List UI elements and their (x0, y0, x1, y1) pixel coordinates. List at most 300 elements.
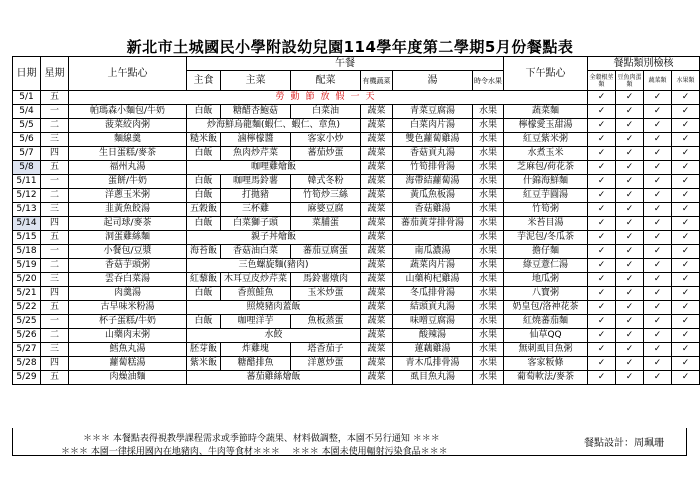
morning-snack-cell: 洋蔥玉米粥 (69, 189, 187, 203)
date-cell: 5/8 (13, 161, 41, 175)
check-grains-mark: ✓ (588, 161, 616, 175)
organic-veg-cell: 蔬菜 (361, 315, 393, 329)
date-cell: 5/7 (13, 147, 41, 161)
weekday-cell: 一 (41, 105, 69, 119)
check-grains-mark: ✓ (588, 133, 616, 147)
soup-cell: 青木瓜排骨湯 (393, 357, 473, 371)
date-cell: 5/27 (13, 343, 41, 357)
check-grains-mark: ✓ (588, 343, 616, 357)
morning-snack-cell: 山藥肉末粥 (69, 329, 187, 343)
side-dish-cell: 蕃茄豆腐蛋 (291, 245, 361, 259)
header-check-veg: 蔬菜類 (644, 71, 672, 91)
weekday-cell: 五 (41, 371, 69, 385)
fruit-cell: 水果 (473, 175, 504, 189)
soup-cell: 味噌豆腐湯 (393, 315, 473, 329)
soup-cell: 青菜豆腐湯 (393, 105, 473, 119)
table-row (13, 203, 700, 217)
soup-cell: 虱目魚丸湯 (393, 371, 473, 385)
fruit-cell: 水果 (473, 217, 504, 231)
morning-snack-cell: 古早味米粉湯 (69, 301, 187, 315)
weekday-cell: 一 (41, 315, 69, 329)
side-dish-cell: 玉米炒蛋 (291, 287, 361, 301)
check-veg-mark: ✓ (644, 203, 672, 217)
weekday-cell: 五 (41, 301, 69, 315)
check-veg-mark: ✓ (644, 189, 672, 203)
morning-snack-cell: 肉羹湯 (69, 287, 187, 301)
check-beans-mark: ✓ (616, 119, 644, 133)
organic-veg-cell: 蔬菜 (361, 231, 393, 245)
main-dish-cell: 打拋豬 (221, 189, 291, 203)
morning-snack-cell: 起司球/麥茶 (69, 217, 187, 231)
weekday-cell: 三 (41, 133, 69, 147)
soup-cell: 竹筍排骨湯 (393, 161, 473, 175)
weekday-cell: 五 (41, 231, 69, 245)
organic-veg-cell: 蔬菜 (361, 343, 393, 357)
check-fruit-mark: ✓ (672, 175, 700, 189)
table-row (13, 231, 700, 245)
check-beans-mark: ✓ (616, 259, 644, 273)
fruit-cell: 水果 (473, 287, 504, 301)
weekday-cell: 二 (41, 189, 69, 203)
morning-snack-cell: 雲吞白菜湯 (69, 273, 187, 287)
check-veg-mark: ✓ (644, 329, 672, 343)
check-beans-mark: ✓ (616, 273, 644, 287)
date-cell: 5/22 (13, 301, 41, 315)
combined-meal-cell: 蕃茄雞絲燴飯 (187, 371, 361, 385)
afternoon-snack-cell: 八寶粥 (504, 287, 588, 301)
afternoon-snack-cell: 芝麻包/荷花茶 (504, 161, 588, 175)
main-dish-cell: 咖哩洋芋 (221, 315, 291, 329)
check-beans-mark: ✓ (616, 217, 644, 231)
header-side-dish: 配菜 (291, 71, 361, 91)
organic-veg-cell: 蔬菜 (361, 301, 393, 315)
combined-meal-cell: 水餃 (187, 329, 361, 343)
fruit-cell: 水果 (473, 119, 504, 133)
check-veg-mark: ✓ (644, 315, 672, 329)
soup-cell: 白菜肉片湯 (393, 119, 473, 133)
organic-veg-cell: 蔬菜 (361, 259, 393, 273)
date-cell: 5/11 (13, 175, 41, 189)
weekday-cell: 二 (41, 119, 69, 133)
staple-cell: 白飯 (187, 189, 221, 203)
date-cell: 5/26 (13, 329, 41, 343)
organic-veg-cell: 蔬菜 (361, 133, 393, 147)
header-lunch: 午餐 (187, 57, 504, 71)
afternoon-snack-cell: 葡萄軟法/麥茶 (504, 371, 588, 385)
fruit-cell: 水果 (473, 161, 504, 175)
weekday-cell: 五 (41, 91, 69, 105)
organic-veg-cell: 蔬菜 (361, 161, 393, 175)
morning-snack-cell: 鱈魚丸湯 (69, 343, 187, 357)
table-row (13, 147, 700, 161)
date-cell: 5/12 (13, 189, 41, 203)
fruit-cell: 水果 (473, 371, 504, 385)
weekday-cell: 四 (41, 147, 69, 161)
main-dish-cell: 糖醋排魚 (221, 357, 291, 371)
check-veg-mark: ✓ (644, 259, 672, 273)
header-afternoon-snack: 下午點心 (504, 57, 588, 91)
fruit-cell: 水果 (473, 343, 504, 357)
check-beans-mark: ✓ (616, 147, 644, 161)
check-beans-mark: ✓ (616, 231, 644, 245)
soup-cell: 黃瓜魚板湯 (393, 189, 473, 203)
check-beans-mark: ✓ (616, 189, 644, 203)
morning-snack-cell: 菠菜絞肉粥 (69, 119, 187, 133)
staple-cell: 五穀飯 (187, 203, 221, 217)
main-dish-cell: 滷檸檬醬 (221, 133, 291, 147)
check-veg-mark: ✓ (644, 245, 672, 259)
check-fruit-mark: ✓ (672, 273, 700, 287)
date-cell: 5/5 (13, 119, 41, 133)
check-veg-mark: ✓ (644, 105, 672, 119)
combined-meal-cell: 三色螺旋麵(豬肉) (187, 259, 361, 273)
staple-cell: 胚芽飯 (187, 343, 221, 357)
combined-meal-cell: 照燒豬肉蓋飯 (187, 301, 361, 315)
side-dish-cell: 竹筍炒三絲 (291, 189, 361, 203)
staple-cell: 海苔飯 (187, 245, 221, 259)
fruit-cell: 水果 (473, 245, 504, 259)
main-dish-cell: 糖醋杏鮑菇 (221, 105, 291, 119)
check-fruit-mark: ✓ (672, 371, 700, 385)
side-dish-cell: 馬鈴薯燉肉 (291, 273, 361, 287)
check-grains-mark: ✓ (588, 105, 616, 119)
combined-meal-cell: 咖哩雞燴飯 (187, 161, 361, 175)
morning-snack-cell: 生日蛋糕/麥茶 (69, 147, 187, 161)
afternoon-snack-cell: 客家粄條 (504, 357, 588, 371)
organic-veg-cell: 蔬菜 (361, 203, 393, 217)
fruit-cell: 水果 (473, 357, 504, 371)
check-grains-mark: ✓ (588, 301, 616, 315)
afternoon-snack-cell: 米苔目湯 (504, 217, 588, 231)
date-cell: 5/28 (13, 357, 41, 371)
afternoon-snack-cell: 芋泥包/冬瓜茶 (504, 231, 588, 245)
check-grains-mark: ✓ (588, 245, 616, 259)
weekday-cell: 三 (41, 273, 69, 287)
check-fruit-mark: ✓ (672, 343, 700, 357)
check-beans-mark: ✓ (616, 133, 644, 147)
staple-cell: 白飯 (187, 287, 221, 301)
table-row (13, 91, 700, 105)
check-veg-mark: ✓ (644, 147, 672, 161)
table-row (13, 119, 700, 133)
weekday-cell: 一 (41, 175, 69, 189)
soup-cell: 香菇貢丸湯 (393, 147, 473, 161)
check-beans-mark: ✓ (616, 175, 644, 189)
weekday-cell: 三 (41, 343, 69, 357)
organic-veg-cell: 蔬菜 (361, 245, 393, 259)
menu-designer: 餐點設計：周珮珊 (584, 438, 664, 449)
staple-cell: 白飯 (187, 315, 221, 329)
check-fruit-mark: ✓ (672, 357, 700, 371)
afternoon-snack-cell: 紅燒蕃茄麵 (504, 315, 588, 329)
header-morning-snack: 上午點心 (69, 57, 187, 91)
header-check-beans: 豆魚肉蛋類 (616, 71, 644, 91)
afternoon-snack-cell: 仙草QQ (504, 329, 588, 343)
header-fruit: 時令水果 (473, 71, 504, 91)
side-dish-cell: 韓式冬粉 (291, 175, 361, 189)
table-row (13, 105, 700, 119)
afternoon-snack-cell: 擔仔麵 (504, 245, 588, 259)
afternoon-snack-cell: 綠豆薏仁湯 (504, 259, 588, 273)
check-grains-mark: ✓ (588, 217, 616, 231)
side-dish-cell: 麻婆豆腐 (291, 203, 361, 217)
organic-veg-cell: 蔬菜 (361, 189, 393, 203)
check-fruit-mark: ✓ (672, 315, 700, 329)
note-line-1: ＊＊＊ 本餐點表得視教學課程需求或季節時令蔬果、材料做調整，本園不另行通知 ＊＊＊ (83, 434, 440, 444)
side-dish-cell: 洋蔥炒蛋 (291, 357, 361, 371)
check-grains-mark: ✓ (588, 91, 616, 105)
organic-veg-cell: 蔬菜 (361, 175, 393, 189)
date-cell: 5/15 (13, 231, 41, 245)
side-dish-cell: 菜脯蛋 (291, 217, 361, 231)
afternoon-snack-cell: 奶皇包/洛神花茶 (504, 301, 588, 315)
note-line-2: ＊＊＊ 本園一律採用國內在地豬肉、牛肉等食材＊＊＊ ＊＊＊ 本園未使用輻射污染食品＊＊＊ (61, 447, 448, 457)
check-beans-mark: ✓ (616, 105, 644, 119)
header-soup: 湯 (393, 71, 473, 91)
notes-box (12, 428, 687, 456)
table-row (13, 371, 700, 385)
check-veg-mark: ✓ (644, 301, 672, 315)
afternoon-snack-cell: 無刺虱目魚粥 (504, 343, 588, 357)
table-row (13, 301, 700, 315)
check-fruit-mark: ✓ (672, 259, 700, 273)
weekday-cell: 三 (41, 203, 69, 217)
date-cell: 5/1 (13, 91, 41, 105)
date-cell: 5/29 (13, 371, 41, 385)
soup-cell: 山藥枸杞雞湯 (393, 273, 473, 287)
date-cell: 5/14 (13, 217, 41, 231)
check-grains-mark: ✓ (588, 189, 616, 203)
morning-snack-cell: 福州丸湯 (69, 161, 187, 175)
table-row (13, 175, 700, 189)
check-fruit-mark: ✓ (672, 147, 700, 161)
check-fruit-mark: ✓ (672, 217, 700, 231)
soup-cell: 蓮藕雞湯 (393, 343, 473, 357)
table-row (13, 315, 700, 329)
check-grains-mark: ✓ (588, 273, 616, 287)
holiday-cell: 勞動節放假一天 (69, 91, 588, 105)
date-cell: 5/13 (13, 203, 41, 217)
table-row (13, 287, 700, 301)
side-dish-cell: 魚板蒸蛋 (291, 315, 361, 329)
weekday-cell: 一 (41, 245, 69, 259)
date-cell: 5/6 (13, 133, 41, 147)
date-cell: 5/18 (13, 245, 41, 259)
staple-cell: 紅藜飯 (187, 273, 221, 287)
morning-snack-cell: 韭黃魚餃湯 (69, 203, 187, 217)
header-check-fruit: 水果類 (672, 71, 700, 91)
soup-cell: 雙色蘿蔔雞湯 (393, 133, 473, 147)
organic-veg-cell: 蔬菜 (361, 147, 393, 161)
staple-cell: 白飯 (187, 147, 221, 161)
date-cell: 5/19 (13, 259, 41, 273)
header-main-dish: 主菜 (221, 71, 291, 91)
header-check-group: 餐點類別檢核 (588, 57, 700, 71)
weekday-cell: 二 (41, 259, 69, 273)
check-grains-mark: ✓ (588, 259, 616, 273)
weekday-cell: 五 (41, 161, 69, 175)
check-fruit-mark: ✓ (672, 301, 700, 315)
check-fruit-mark: ✓ (672, 245, 700, 259)
check-beans-mark: ✓ (616, 203, 644, 217)
afternoon-snack-cell: 竹筍粥 (504, 203, 588, 217)
fruit-cell: 水果 (473, 273, 504, 287)
check-fruit-mark: ✓ (672, 203, 700, 217)
header-organic-veg: 有機蔬菜 (361, 71, 393, 91)
check-grains-mark: ✓ (588, 357, 616, 371)
check-fruit-mark: ✓ (672, 161, 700, 175)
check-fruit-mark: ✓ (672, 105, 700, 119)
check-grains-mark: ✓ (588, 175, 616, 189)
check-grains-mark: ✓ (588, 371, 616, 385)
weekday-cell: 四 (41, 217, 69, 231)
check-veg-mark: ✓ (644, 175, 672, 189)
organic-veg-cell: 蔬菜 (361, 357, 393, 371)
table-row (13, 161, 700, 175)
check-fruit-mark: ✓ (672, 189, 700, 203)
staple-cell: 紫米飯 (187, 357, 221, 371)
organic-veg-cell: 蔬菜 (361, 287, 393, 301)
main-dish-cell: 香煎鮭魚 (221, 287, 291, 301)
side-dish-cell: 白菜油 (291, 105, 361, 119)
morning-snack-cell: 蘿蔔糕湯 (69, 357, 187, 371)
morning-snack-cell: 麵線羹 (69, 133, 187, 147)
morning-snack-cell: 肉燥油麵 (69, 371, 187, 385)
check-beans-mark: ✓ (616, 91, 644, 105)
meal-table-body (13, 91, 700, 385)
check-veg-mark: ✓ (644, 371, 672, 385)
fruit-cell: 水果 (473, 231, 504, 245)
weekday-cell: 二 (41, 329, 69, 343)
table-row (13, 245, 700, 259)
staple-cell: 糙米飯 (187, 133, 221, 147)
check-beans-mark: ✓ (616, 357, 644, 371)
check-veg-mark: ✓ (644, 231, 672, 245)
afternoon-snack-cell: 地瓜粥 (504, 273, 588, 287)
check-beans-mark: ✓ (616, 161, 644, 175)
organic-veg-cell: 蔬菜 (361, 329, 393, 343)
check-beans-mark: ✓ (616, 371, 644, 385)
check-veg-mark: ✓ (644, 217, 672, 231)
afternoon-snack-cell: 檸檬愛玉甜湯 (504, 119, 588, 133)
combined-meal-cell: 親子丼燴飯 (187, 231, 361, 245)
table-row (13, 343, 700, 357)
main-dish-cell: 香菇油白菜 (221, 245, 291, 259)
fruit-cell: 水果 (473, 147, 504, 161)
check-grains-mark: ✓ (588, 287, 616, 301)
check-veg-mark: ✓ (644, 91, 672, 105)
fruit-cell: 水果 (473, 203, 504, 217)
check-grains-mark: ✓ (588, 203, 616, 217)
header-weekday: 星期 (41, 57, 69, 91)
soup-cell: 香菇雞湯 (393, 203, 473, 217)
check-fruit-mark: ✓ (672, 119, 700, 133)
main-dish-cell: 咖哩馬鈴薯 (221, 175, 291, 189)
table-row (13, 189, 700, 203)
check-fruit-mark: ✓ (672, 329, 700, 343)
page-title: 新北市土城國民小學附設幼兒園114學年度第二學期5月份餐點表 (126, 38, 574, 56)
afternoon-snack-cell: 什錦海鮮麵 (504, 175, 588, 189)
header-date: 日期 (13, 57, 41, 91)
check-fruit-mark: ✓ (672, 287, 700, 301)
morning-snack-cell: 香菇芋頭粥 (69, 259, 187, 273)
fruit-cell: 水果 (473, 133, 504, 147)
morning-snack-cell: 杯子蛋糕/牛奶 (69, 315, 187, 329)
check-veg-mark: ✓ (644, 161, 672, 175)
side-dish-cell: 塔香茄子 (291, 343, 361, 357)
soup-cell: 蕃茄黃芽排骨湯 (393, 217, 473, 231)
main-dish-cell: 三杯雞 (221, 203, 291, 217)
header-staple: 主食 (187, 71, 221, 91)
morning-snack-cell: 洞蛋雞絲麵 (69, 231, 187, 245)
weekday-cell: 四 (41, 287, 69, 301)
soup-cell: 海帶結蘿蔔湯 (393, 175, 473, 189)
weekday-cell: 四 (41, 357, 69, 371)
table-row (13, 217, 700, 231)
check-beans-mark: ✓ (616, 343, 644, 357)
check-beans-mark: ✓ (616, 287, 644, 301)
check-veg-mark: ✓ (644, 119, 672, 133)
soup-cell: 結頭貢丸湯 (393, 301, 473, 315)
header-check-grains: 全穀根莖類 (588, 71, 616, 91)
fruit-cell: 水果 (473, 329, 504, 343)
morning-snack-cell: 蛋餅/牛奶 (69, 175, 187, 189)
staple-cell: 白飯 (187, 105, 221, 119)
table-row (13, 329, 700, 343)
check-veg-mark: ✓ (644, 357, 672, 371)
check-veg-mark: ✓ (644, 133, 672, 147)
fruit-cell: 水果 (473, 259, 504, 273)
side-dish-cell: 客家小炒 (291, 133, 361, 147)
date-cell: 5/21 (13, 287, 41, 301)
check-beans-mark: ✓ (616, 315, 644, 329)
check-grains-mark: ✓ (588, 119, 616, 133)
date-cell: 5/4 (13, 105, 41, 119)
fruit-cell: 水果 (473, 105, 504, 119)
fruit-cell: 水果 (473, 301, 504, 315)
table-row (13, 259, 700, 273)
check-veg-mark: ✓ (644, 287, 672, 301)
date-cell: 5/25 (13, 315, 41, 329)
side-dish-cell: 蕃茄炒蛋 (291, 147, 361, 161)
table-row (13, 357, 700, 371)
meal-table (12, 56, 700, 385)
main-dish-cell: 白菜獅子頭 (221, 217, 291, 231)
soup-cell (393, 231, 473, 245)
check-beans-mark: ✓ (616, 245, 644, 259)
check-veg-mark: ✓ (644, 273, 672, 287)
organic-veg-cell: 蔬菜 (361, 371, 393, 385)
soup-cell: 冬瓜排骨湯 (393, 287, 473, 301)
check-grains-mark: ✓ (588, 231, 616, 245)
check-fruit-mark: ✓ (672, 231, 700, 245)
soup-cell: 蔬菜肉片湯 (393, 259, 473, 273)
main-dish-cell: 木耳豆皮炒芹菜 (221, 273, 291, 287)
table-row (13, 133, 700, 147)
fruit-cell: 水果 (473, 315, 504, 329)
check-grains-mark: ✓ (588, 329, 616, 343)
staple-cell: 白飯 (187, 217, 221, 231)
main-dish-cell: 炸雞塊 (221, 343, 291, 357)
check-grains-mark: ✓ (588, 147, 616, 161)
check-fruit-mark: ✓ (672, 91, 700, 105)
afternoon-snack-cell: 水煮玉米 (504, 147, 588, 161)
afternoon-snack-cell: 蔬菜麵 (504, 105, 588, 119)
table-row (13, 273, 700, 287)
organic-veg-cell: 蔬菜 (361, 217, 393, 231)
morning-snack-cell: 帕瑪森小麵包/牛奶 (69, 105, 187, 119)
date-cell: 5/20 (13, 273, 41, 287)
